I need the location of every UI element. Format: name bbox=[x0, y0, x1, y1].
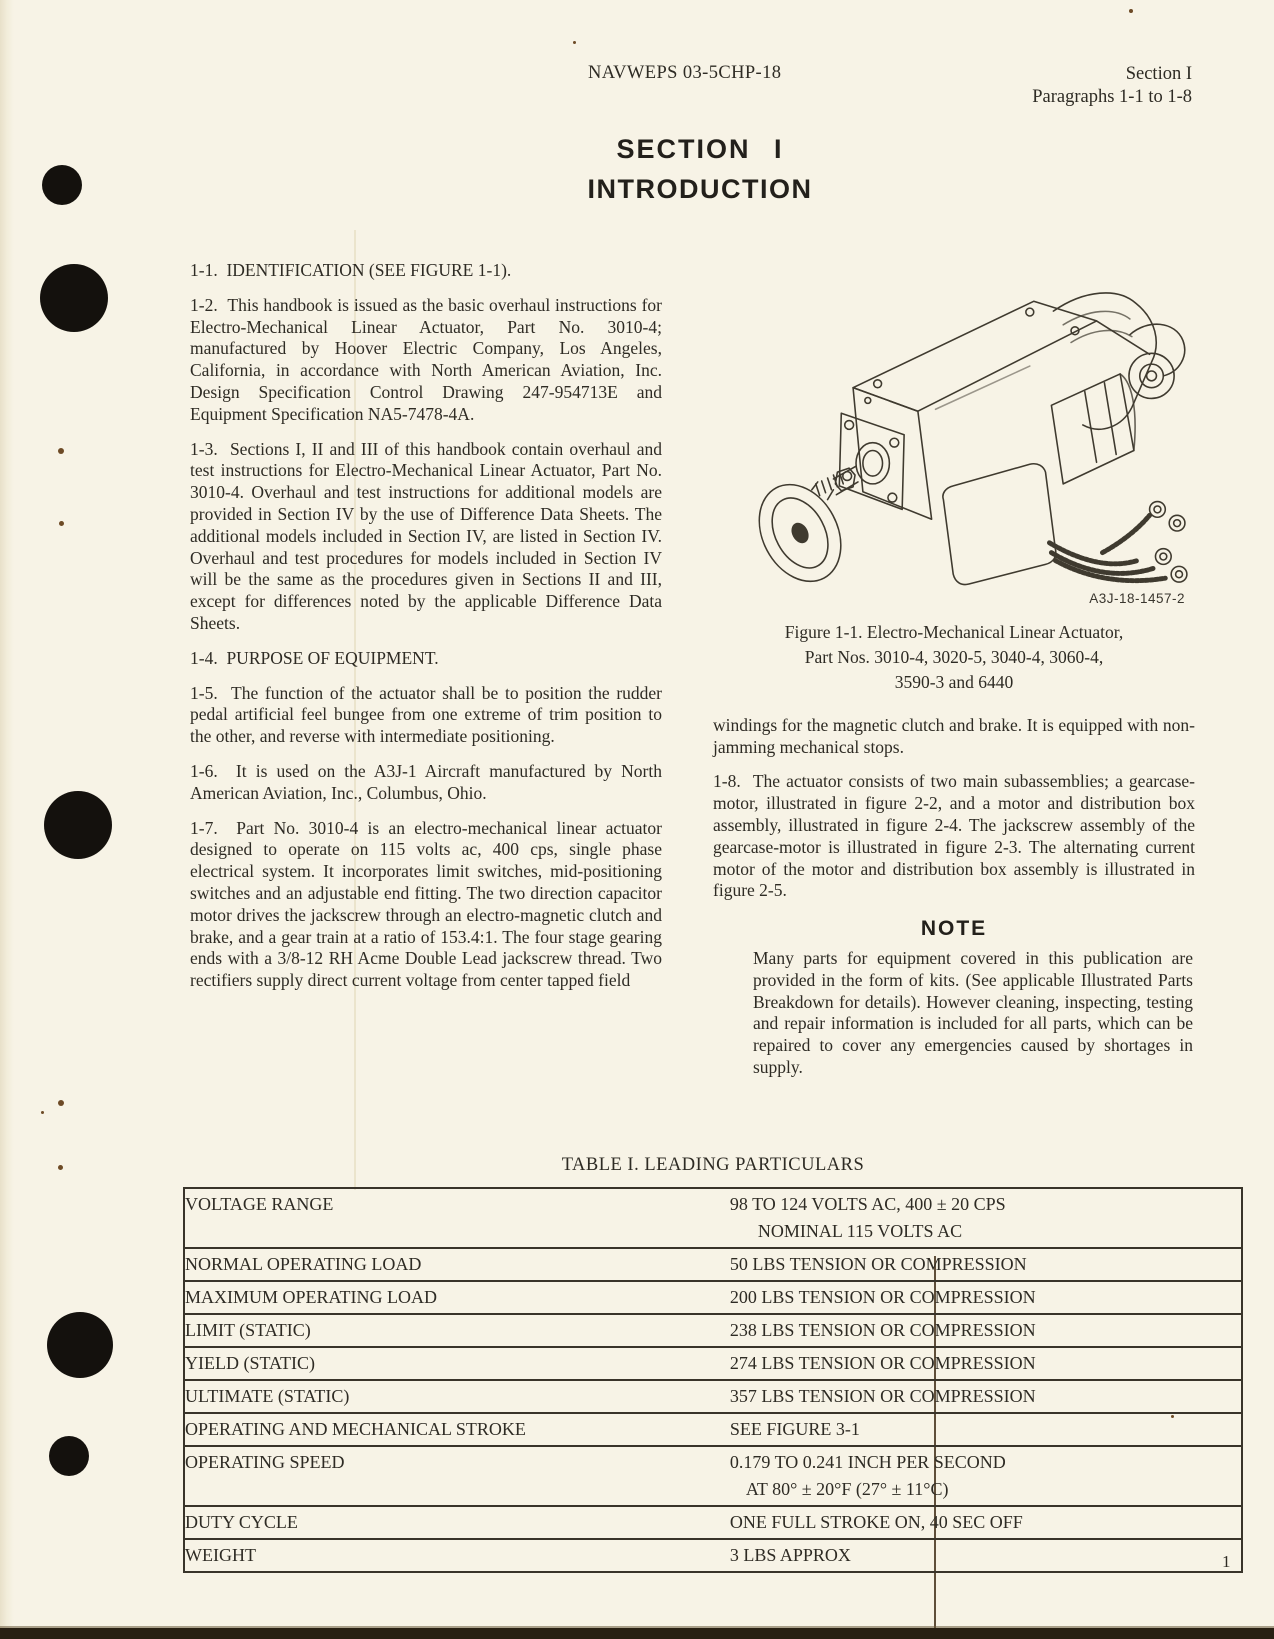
table-row-limit-static bbox=[184, 1314, 1242, 1347]
section-title-line1: SECTION I bbox=[616, 134, 784, 164]
figure-reference-code: A3J-18-1457-2 bbox=[1089, 591, 1185, 606]
paragraph-1-7: 1-7. Part No. 3010-4 is an electro-mechanical linear actuator designed to operate on 115 volts ac, 400 cps, single phase electrical system. It incorporates limit switches, mid-positioning switches and an adjustable end fitting. The two direction capacitor motor drives the jackscrew through an electro-magnetic clutch and brake, and a gear train at a ratio of 153.4:1. The four stage gearing ends with a 3/8-12 RH Acme Double Lead jackscrew thread. Two rectifiers supply direct current voltage from center tapped field bbox=[190, 817, 662, 991]
row-value: ONE FULL STROKE ON, 40 SEC OFF bbox=[729, 1512, 1023, 1532]
figure-caption-line1: Figure 1-1. Electro-Mechanical Linear Actuator, bbox=[784, 621, 1124, 642]
table-row-duty-cycle bbox=[184, 1506, 1242, 1539]
row-value-line2: NOMINAL 115 VOLTS AC bbox=[757, 1221, 963, 1241]
punch-dot bbox=[42, 165, 82, 205]
paragraph-1-1: 1-1. IDENTIFICATION (SEE FIGURE 1-1). bbox=[190, 260, 512, 280]
table-row-operating-speed bbox=[184, 1446, 1242, 1506]
ink-speck bbox=[58, 448, 64, 454]
table-row-weight bbox=[184, 1539, 1242, 1572]
table-row-operating-and-mechanical-stroke bbox=[184, 1413, 1242, 1446]
row-label: YIELD (STATIC) bbox=[184, 1347, 730, 1380]
row-value: 3 LBS APPROX bbox=[729, 1545, 851, 1565]
ink-speck bbox=[573, 41, 576, 44]
figure-1-1 bbox=[713, 262, 1195, 695]
row-value: 274 LBS TENSION OR COMPRESSION bbox=[729, 1353, 1036, 1373]
row-label: MAXIMUM OPERATING LOAD bbox=[184, 1281, 730, 1314]
row-value: 357 LBS TENSION OR COMPRESSION bbox=[729, 1386, 1036, 1406]
punch-dot bbox=[40, 264, 108, 332]
row-value-line2: AT 80° ± 20°F (27° ± 11°C) bbox=[745, 1479, 949, 1499]
figure-caption-line2: Part Nos. 3010-4, 3020-5, 3040-4, 3060-4, bbox=[804, 646, 1104, 667]
table-row-normal-operating-load bbox=[184, 1248, 1242, 1281]
table-row-yield-static bbox=[184, 1347, 1242, 1380]
page-left-edge-shadow bbox=[0, 0, 14, 1639]
leading-particulars-table bbox=[183, 1187, 1243, 1573]
left-column bbox=[190, 260, 662, 992]
table-title: TABLE I. LEADING PARTICULARS bbox=[561, 1155, 865, 1175]
paragraph-1-8: 1-8. The actuator consists of two main subassemblies; a gearcase-motor, illustrated in figure 2-2, and a motor and distribution box assembly, illustrated in figure 2-4. The jackscrew assembly of the gearcase-motor is illustrated in figure 2-3. The alternating current motor of the motor and distribution box assembly is illustrated in figure 2-5. bbox=[713, 771, 1195, 901]
paragraph-1-2: 1-2. This handbook is issued as the basic overhaul instructions for Electro-Mechanical Linear Actuator, Part No. 3010-4; manufactured by Hoover Electric Company, Los Angeles, California, in accordance with North American Aviation, Inc. Design Specification Control Drawing 247-954713E and Equipment Specification NA5-7478-4A. bbox=[190, 294, 662, 424]
punch-dot bbox=[44, 791, 112, 859]
section-title bbox=[140, 134, 1260, 205]
leading-particulars bbox=[183, 1155, 1243, 1573]
ink-speck bbox=[41, 1111, 44, 1114]
row-label: DUTY CYCLE bbox=[184, 1506, 730, 1539]
page-number: 1 bbox=[1222, 1552, 1231, 1571]
row-label: VOLTAGE RANGE bbox=[185, 1194, 334, 1214]
figure-caption bbox=[713, 620, 1195, 695]
punch-dot bbox=[47, 1312, 113, 1378]
row-value: 200 LBS TENSION OR COMPRESSION bbox=[729, 1287, 1036, 1307]
section-title-line2: INTRODUCTION bbox=[587, 174, 813, 204]
ink-speck bbox=[1129, 9, 1133, 13]
right-column bbox=[713, 262, 1195, 1079]
row-label: WEIGHT bbox=[184, 1539, 730, 1572]
punch-dot bbox=[49, 1436, 89, 1476]
table-row-maximum-operating-load bbox=[184, 1281, 1242, 1314]
paragraph-1-4: 1-4. PURPOSE OF EQUIPMENT. bbox=[190, 647, 439, 668]
note-body: Many parts for equipment covered in this publication are provided in the form of kits. (See applicable Illustrated Parts Breakdown for details). However cleaning, inspecting, testing and repair information is included for all parts, which can be repaired to cover any emergencies caused by shortages in supply. bbox=[753, 947, 1193, 1077]
header-right bbox=[1032, 63, 1192, 109]
note-heading: NOTE bbox=[920, 917, 988, 941]
row-label: OPERATING SPEED bbox=[184, 1446, 730, 1506]
page-bottom-edge bbox=[0, 1628, 1274, 1639]
table-row-ultimate-static bbox=[184, 1380, 1242, 1413]
actuator-line-drawing bbox=[739, 262, 1191, 586]
paragraph-1-6: 1-6. It is used on the A3J-1 Aircraft manufactured by North American Aviation, Inc., Columbus, Ohio. bbox=[190, 760, 662, 803]
row-value: 238 LBS TENSION OR COMPRESSION bbox=[729, 1320, 1036, 1340]
table-row-voltage-range bbox=[184, 1188, 1242, 1248]
row-label: LIMIT (STATIC) bbox=[184, 1314, 730, 1347]
paragraph-1-5: 1-5. The function of the actuator shall be to position the rudder pedal artificial feel bungee from one extreme of trim position to the other, and reverse with intermediate positioning. bbox=[190, 682, 662, 747]
ink-speck bbox=[59, 521, 64, 526]
row-value: 98 TO 124 VOLTS AC, 400 ± 20 CPS bbox=[729, 1194, 1006, 1214]
row-value: 0.179 TO 0.241 INCH PER SECOND bbox=[729, 1452, 1006, 1472]
row-label: ULTIMATE (STATIC) bbox=[184, 1380, 730, 1413]
paragraph-range-label: Paragraphs 1-1 to 1-8 bbox=[1032, 87, 1192, 107]
row-value: 50 LBS TENSION OR COMPRESSION bbox=[729, 1254, 1027, 1274]
row-label: NORMAL OPERATING LOAD bbox=[184, 1248, 730, 1281]
paragraph-1-3: 1-3. Sections I, II and III of this handbook contain overhaul and test instructions for Electro-Mechanical Linear Actuator, Part No. 3010-4. Overhaul and test instructions for additional models are provided in Section IV by the use of Difference Data Sheets. The additional models included in Section IV, are listed in Section IV. Overhaul and test procedures for models included in Section IV will be the same as the procedures given in Sections II and III, except for differences noted by the applicable Difference Data Sheets. bbox=[190, 438, 662, 633]
row-value: SEE FIGURE 3-1 bbox=[729, 1419, 860, 1439]
ink-speck bbox=[58, 1100, 64, 1106]
doc-number: NAVWEPS 03-5CHP-18 bbox=[588, 63, 782, 83]
figure-caption-line3: 3590-3 and 6440 bbox=[894, 671, 1014, 692]
section-label: Section I bbox=[1125, 64, 1192, 84]
ink-speck bbox=[58, 1165, 63, 1170]
paragraph-windings-continuation: windings for the magnetic clutch and brake. It is equipped with non-jamming mechanical stops. bbox=[713, 714, 1195, 757]
row-label: OPERATING AND MECHANICAL STROKE bbox=[184, 1413, 730, 1446]
